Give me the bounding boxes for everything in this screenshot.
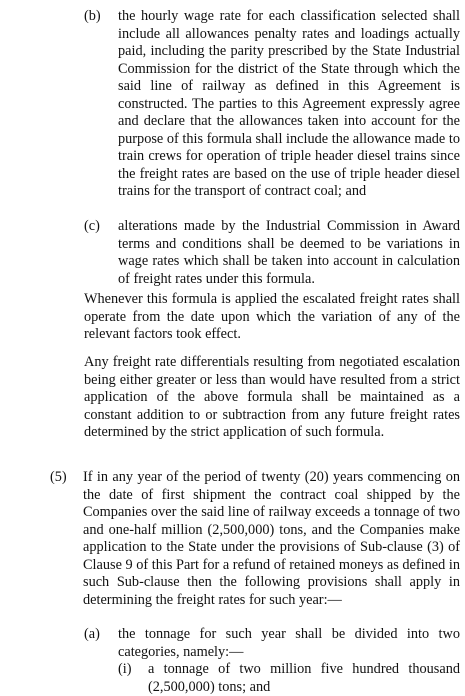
clause-5 (50, 469, 460, 609)
paragraph-escalation: Whenever this formula is applied the escalated freight rates shall operate from the date upon which the variation of any of the relevant factors took effect. (84, 291, 460, 342)
clause-5-a-i-label: (i) (118, 661, 132, 677)
clause-b (84, 8, 460, 201)
clause-b-label: (b) (84, 8, 101, 24)
clause-5-text: If in any year of the period of twenty (20) years commencing on the date of first shipment the contract coal shipped by the Companies over the said line of railway exceeds a tonnage of two and one-half million (2,500,000) tons, and the Companies make application to the State under the provisions of Sub-clause (3) of Clause 9 of this Part for a refund of retained moneys as defined in such Sub-clause then the following provisions shall apply in determining the freight rates for such year:— (83, 469, 460, 608)
clause-5-a-text: the tonnage for such year shall be divided into two categories, namely:— (118, 626, 460, 660)
clause-5-a-i-text: a tonnage of two million five hundred thousand (2,500,000) tons; and (148, 661, 460, 695)
paragraph-differentials: Any freight rate differentials resulting from negotiated escalation being either greater or less than would have resulted from a strict application of the above formula shall be maintained as a constant addition to or subtraction from any future freight rates determined by the strict application of such formula. (84, 354, 460, 440)
clause-c (84, 218, 460, 288)
clause-5-a-label: (a) (84, 626, 100, 642)
clause-c-text: alterations made by the Industrial Commission in Award terms and conditions shall be deemed to be variations in wage rates which shall be taken into account in calculation of freight rates under this formula. (118, 218, 460, 287)
clause-5-a-i (118, 661, 460, 696)
clause-c-label: (c) (84, 218, 100, 234)
clause-5-a (84, 626, 460, 661)
clause-b-text: the hourly wage rate for each classification selected shall include all allowances penalty rates and loadings actually paid, including the parity prescribed by the State Industrial Commission for the district of the State through which the said line of railway as defined in this Agreement is constructed. The parties to this Agreement expressly agree and declare that the allowances taken into account for the purpose of this formula shall include the allowance made to train crews for operation of triple header diesel trains since the freight rates are based on the use of triple header diesel trains for the transport of contract coal; and (118, 8, 460, 199)
clause-5-label: (5) (50, 469, 67, 485)
